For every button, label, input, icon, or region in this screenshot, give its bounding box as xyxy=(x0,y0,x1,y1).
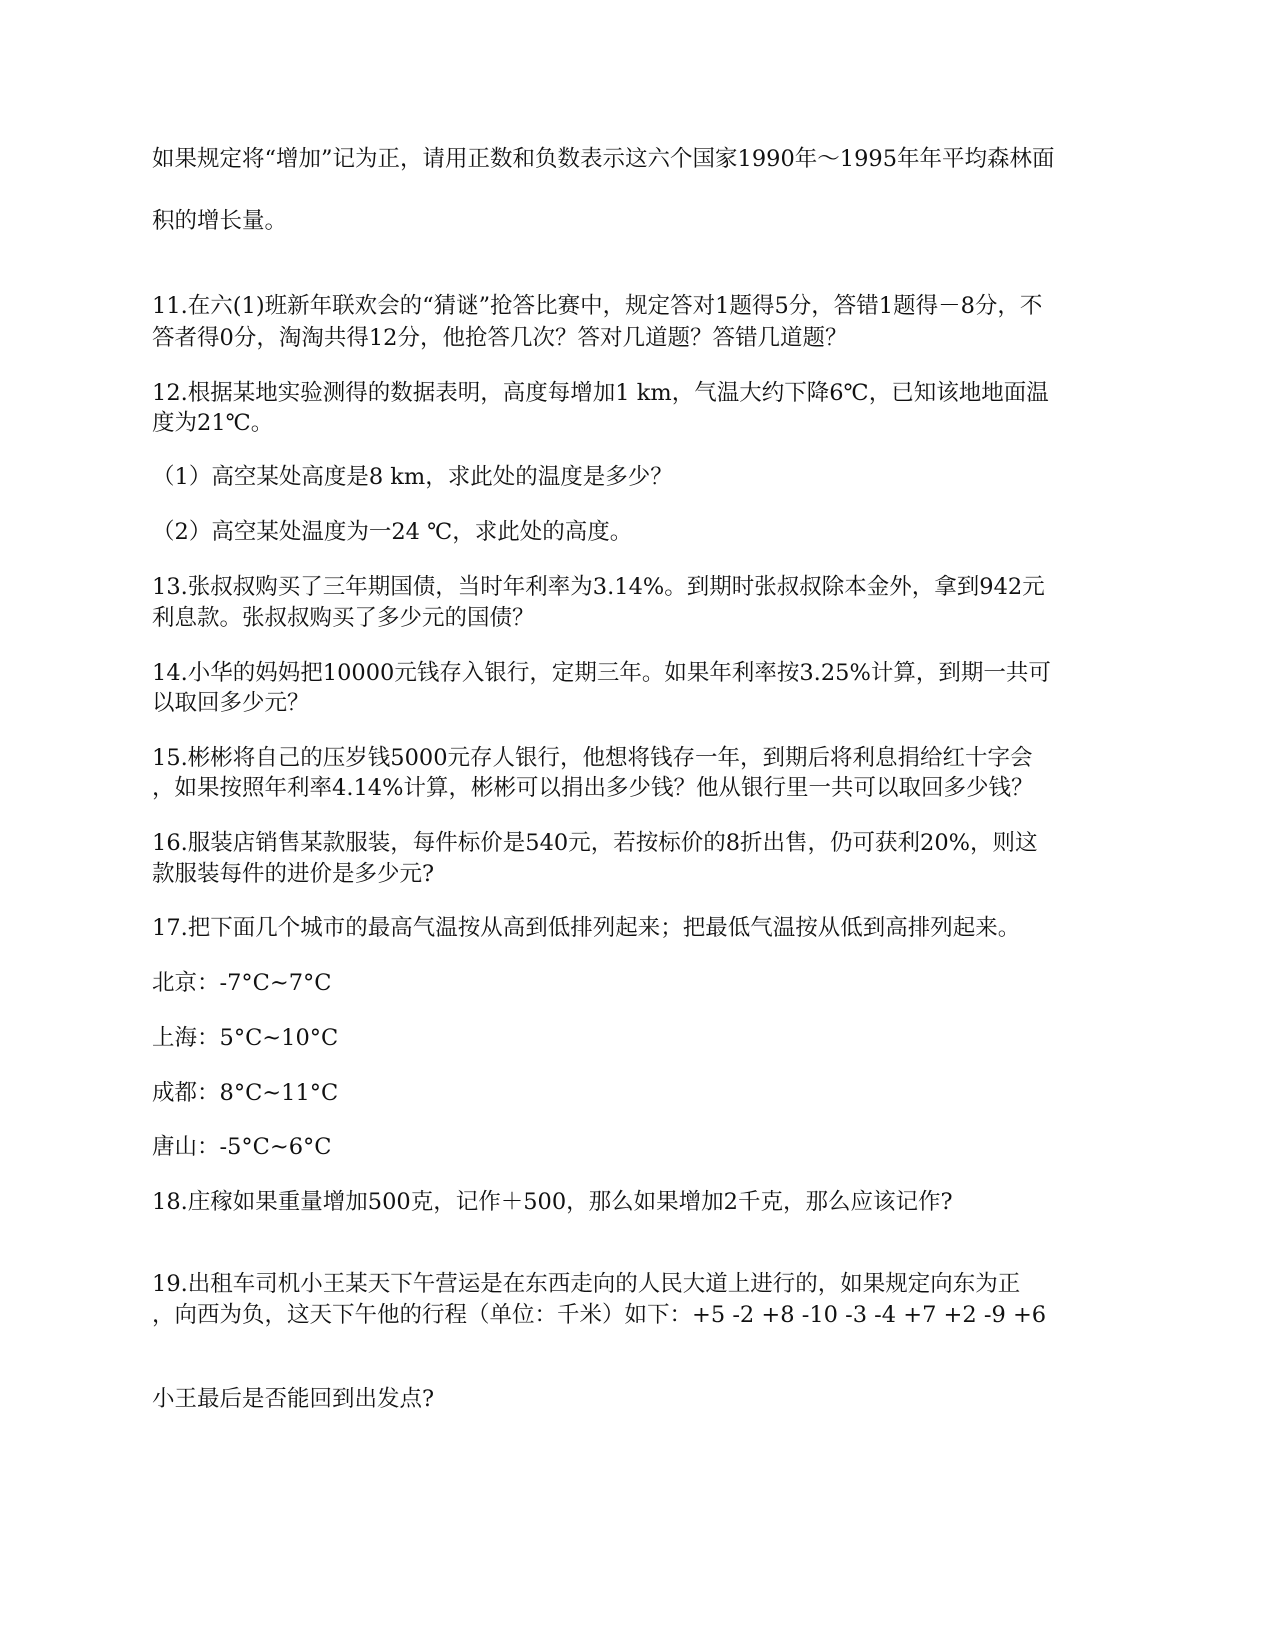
city-shanghai: 上海：5°C~10°C xyxy=(152,1025,339,1051)
question-11-line-2: 答者得0分，淘淘共得12分，他抢答几次？答对几道题？答错几道题？ xyxy=(152,325,848,351)
question-12-line-2: 度为21℃。 xyxy=(152,410,274,436)
question-13-line-1: 13.张叔叔购买了三年期国债，当时年利率为3.14%。到期时张叔叔除本金外，拿到942元 xyxy=(152,574,1045,600)
question-15-line-1: 15.彬彬将自己的压岁钱5000元存人银行，他想将钱存一年，到期后将利息捐给红十字会 xyxy=(152,745,1033,771)
question-18: 18.庄稼如果重量增加500克，记作＋500，那么如果增加2千克，那么应该记作? xyxy=(152,1189,953,1215)
question-12-sub-2: （2）高空某处温度为一24 ℃，求此处的高度。 xyxy=(152,519,633,545)
question-15-line-2: ，如果按照年利率4.14%计算，彬彬可以捐出多少钱？他从银行里一共可以取回多少钱？ xyxy=(152,775,1034,801)
question-11-line-1: 11.在六(1)班新年联欢会的“猜谜”抢答比赛中，规定答对1题得5分，答错1题得－8分，不 xyxy=(152,293,1043,319)
question-16-line-2: 款服装每件的进价是多少元? xyxy=(152,861,435,887)
city-beijing: 北京：-7°C~7°C xyxy=(152,970,332,996)
question-19-line-1: 19.出租车司机小王某天下午营运是在东西走向的人民大道上进行的，如果规定向东为正 xyxy=(152,1271,1021,1297)
question-16-line-1: 16.服装店销售某款服装，每件标价是540元，若按标价的8折出售，仍可获利20%，则这 xyxy=(152,830,1038,856)
question-12-line-1: 12.根据某地实验测得的数据表明，高度每增加1 km，气温大约下降6℃，已知该地地面温 xyxy=(152,380,1049,406)
question-14-line-2: 以取回多少元？ xyxy=(152,690,310,716)
question-19-line-3: 小王最后是否能回到出发点? xyxy=(152,1386,435,1412)
question-14-line-1: 14.小华的妈妈把10000元钱存入银行，定期三年。如果年利率按3.25%计算，到期一共可 xyxy=(152,660,1051,686)
question-13-line-2: 利息款。张叔叔购买了多少元的国债？ xyxy=(152,605,535,631)
text-line: 积的增长量。 xyxy=(152,208,288,234)
text-line: 如果规定将“增加”记为正，请用正数和负数表示这六个国家1990年～1995年年平均森林面 xyxy=(152,146,1055,172)
question-19-line-2: ，向西为负，这天下午他的行程（单位：千米）如下：+5 -2 +8 -10 -3 -4 +7 +2 -9 +6 xyxy=(152,1302,1047,1328)
question-17: 17.把下面几个城市的最高气温按从高到低排列起来；把最低气温按从低到高排列起来。 xyxy=(152,915,1021,941)
city-tangshan: 唐山：-5°C~6°C xyxy=(152,1134,332,1160)
city-chengdu: 成都：8°C~11°C xyxy=(152,1080,339,1106)
question-12-sub-1: （1）高空某处高度是8 km，求此处的温度是多少？ xyxy=(152,464,673,490)
